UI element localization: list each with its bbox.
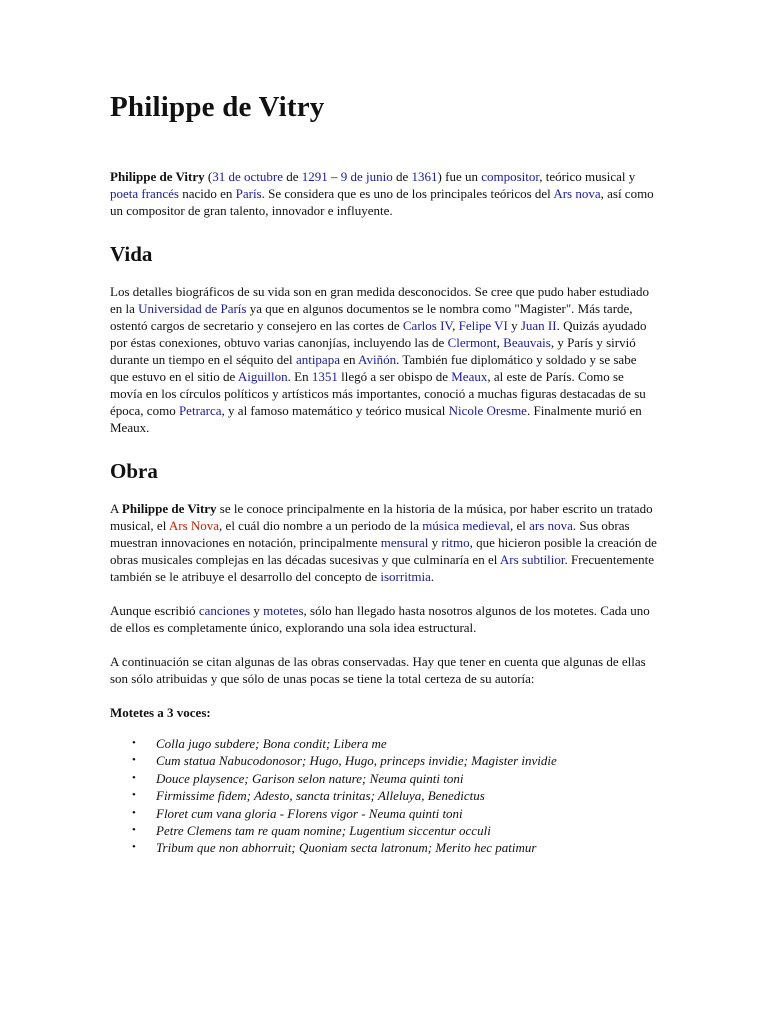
bullet-icon: • xyxy=(132,824,136,837)
text: Los detalles biográficos de su vida son en gran medida desconocidos. Se cree que pudo haber estudiado en la xyxy=(110,284,649,316)
link-aiguillon[interactable]: Aiguillon xyxy=(237,369,288,384)
obra-paragraph-2 xyxy=(110,602,658,636)
bold-name: Philippe de Vitry xyxy=(121,501,217,516)
motete-title: Petre Clemens tam re quam nomine; Lugentium siccentur occuli xyxy=(156,823,491,839)
motete-title: Tribum que non abhorruit; Quoniam secta latronum; Merito hec patimur xyxy=(156,840,537,856)
text: se le conoce principalmente en la historia de la música, por haber escrito un tratado musical, el xyxy=(110,501,653,533)
link-ars-nova[interactable]: Ars nova xyxy=(553,186,601,201)
text: . Sus obras muestran innovaciones en notación, principalmente xyxy=(110,518,630,550)
bullet-icon: • xyxy=(132,789,136,802)
text: . También fue diplomático y soldado y se sabe que estuvo en el sitio de xyxy=(110,352,637,384)
obra-paragraph-1 xyxy=(110,500,658,585)
link-ars-subtilior[interactable]: Ars subtilior xyxy=(499,552,565,567)
text: – xyxy=(327,169,341,184)
text: , al este de París. Como se movía en los círculos políticos y artísticos más importantes, conoció a muchas figuras destacadas de su época, como xyxy=(110,369,646,418)
text: ya que en algunos documentos se le nombra como "Magister". Más tarde, ostentó cargos de secretario y consejero en las cortes de xyxy=(110,301,633,333)
text: , sólo han llegado hasta nosotros algunos de los motetes. Cada uno de ellos es completamente único, explorando una sola idea estructural. xyxy=(110,603,650,635)
link-ars-nova-treatise[interactable]: Ars Nova xyxy=(168,518,220,533)
list-item xyxy=(132,787,658,804)
text: llegó a ser obispo de xyxy=(337,369,452,384)
text: nacido en xyxy=(178,186,236,201)
intro-paragraph xyxy=(110,168,658,219)
text: . Frecuentemente también se le atribuye el desarrollo del concepto de xyxy=(110,552,655,584)
text: y xyxy=(250,603,264,618)
link-petrarca[interactable]: Petrarca xyxy=(178,403,222,418)
text: , teórico musical y xyxy=(539,169,636,184)
motete-title: Floret cum vana gloria - Florens vigor - Neuma quinti toni xyxy=(156,805,463,821)
obra-paragraph-3: A continuación se citan algunas de las obras conservadas. Hay que tener en cuenta que algunas de ellas son sólo atribuidas y que sólo de unas pocas se tiene la total certeza de su autoría: xyxy=(110,654,646,686)
link-canciones[interactable]: canciones xyxy=(198,603,251,618)
link-31-octubre[interactable]: 31 de octubre xyxy=(212,169,283,184)
bullet-icon: • xyxy=(132,737,136,749)
bullet-icon: • xyxy=(132,806,136,819)
link-ritmo[interactable]: ritmo xyxy=(441,535,470,550)
list-item xyxy=(132,839,658,856)
text: de xyxy=(392,169,412,184)
vida-paragraph xyxy=(110,283,658,436)
list-item xyxy=(132,805,658,822)
text: , y al famoso matemático y teórico musical xyxy=(221,403,449,418)
text: , que hicieron posible la creación de obras musicales complejas en las décadas sucesivas y que culminaría en el xyxy=(110,535,657,567)
list-item xyxy=(132,752,658,769)
motete-title: Firmissime fidem; Adesto, sancta trinitas; Alleluya, Benedictus xyxy=(156,788,485,804)
link-poeta-frances[interactable]: poeta francés xyxy=(110,186,179,201)
link-clermont[interactable]: Clermont xyxy=(447,335,497,350)
text: Aunque escribió xyxy=(110,603,199,618)
text: en xyxy=(339,352,359,367)
motetes-list xyxy=(110,735,658,857)
list-item xyxy=(132,770,658,787)
link-meaux[interactable]: Meaux xyxy=(451,369,488,384)
text: , y París y sirvió durante un tiempo en el séquito del xyxy=(110,335,636,367)
link-paris[interactable]: París xyxy=(235,186,262,201)
motetes-subheading: Motetes a 3 voces: xyxy=(110,705,211,720)
link-felipe-vi[interactable]: Felipe VI xyxy=(458,318,508,333)
text: . Finalmente murió en Meaux. xyxy=(110,403,642,435)
link-1361[interactable]: 1361 xyxy=(411,169,438,184)
link-antipapa[interactable]: antipapa xyxy=(295,352,340,367)
link-juan-ii[interactable]: Juan II xyxy=(520,318,557,333)
link-beauvais[interactable]: Beauvais xyxy=(503,335,551,350)
link-ars-nova-period[interactable]: ars nova xyxy=(529,518,573,533)
link-avignon[interactable]: Aviñón xyxy=(358,352,397,367)
link-mensural[interactable]: mensural xyxy=(380,535,429,550)
list-item xyxy=(132,735,658,752)
text: y xyxy=(507,318,521,333)
bullet-icon: • xyxy=(132,841,136,854)
text: A xyxy=(110,501,122,516)
text: , así como un compositor de gran talento, innovador e influyente. xyxy=(110,186,654,218)
bullet-icon: • xyxy=(132,754,136,767)
list-item xyxy=(132,822,658,839)
text: . Quizás ayudado por éstas conexiones, obtuvo varias canonjías, incluyendo las de xyxy=(110,318,647,350)
link-universidad-paris[interactable]: Universidad de París xyxy=(138,301,247,316)
link-nicole-oresme[interactable]: Nicole Oresme xyxy=(448,403,527,418)
motete-title: Cum statua Nabucodonosor; Hugo, Hugo, princeps invidie; Magister invidie xyxy=(156,753,557,769)
link-isorritmia[interactable]: isorritmia xyxy=(380,569,431,584)
link-musica-medieval[interactable]: música medieval xyxy=(422,518,511,533)
section-heading-vida: Vida xyxy=(110,242,153,266)
motete-title: Colla jugo subdere; Bona condit; Libera me xyxy=(156,736,387,751)
text: ) fue un xyxy=(437,169,482,184)
text: , el xyxy=(510,518,530,533)
link-1291[interactable]: 1291 xyxy=(301,169,328,184)
text: . Se considera que es uno de los principales teóricos del xyxy=(261,186,554,201)
bullet-icon: • xyxy=(132,771,136,784)
motete-title: Douce playsence; Garison selon nature; Neuma quinti toni xyxy=(156,770,464,786)
text: . xyxy=(430,569,435,584)
text: , xyxy=(496,335,504,350)
text: ( xyxy=(204,169,213,184)
text: de xyxy=(282,169,302,184)
text: , el cuál dio nombre a un periodo de la xyxy=(219,518,423,533)
text: , xyxy=(452,318,459,333)
link-9-junio[interactable]: 9 de junio xyxy=(340,169,393,184)
text: . En xyxy=(287,369,312,384)
link-1351[interactable]: 1351 xyxy=(311,369,338,384)
page-title: Philippe de Vitry xyxy=(110,91,325,123)
link-carlos-iv[interactable]: Carlos IV xyxy=(402,318,453,333)
text: y xyxy=(428,535,442,550)
bold-name: Philippe de Vitry xyxy=(110,169,205,184)
link-compositor[interactable]: compositor xyxy=(481,169,540,184)
section-heading-obra: Obra xyxy=(110,459,158,483)
link-motetes[interactable]: motetes xyxy=(263,603,304,618)
